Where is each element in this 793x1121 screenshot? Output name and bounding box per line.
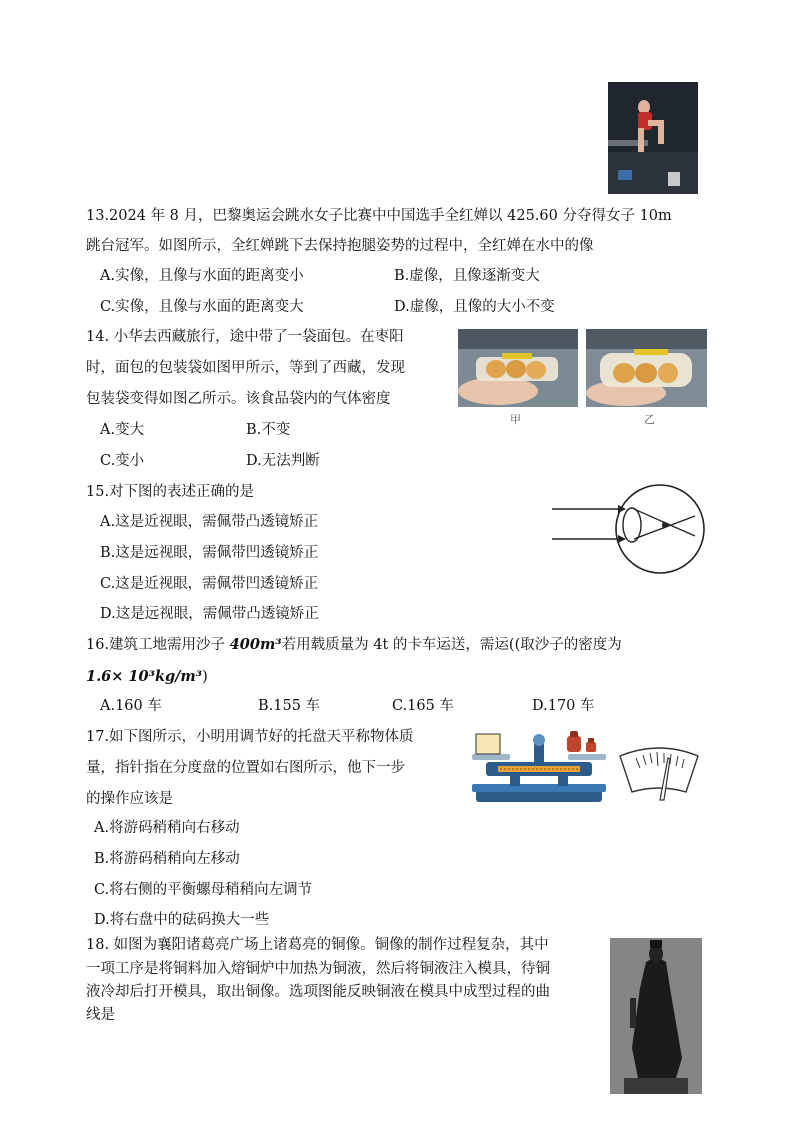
q18-line2: 一项工序是将铜料加入熔铜炉中加热为铜液，然后将铜液注入模具，待铜: [86, 961, 550, 977]
q13-option-d: D.虚像，且像的大小不变: [394, 299, 555, 315]
bread-bag-photo-yi: [586, 329, 707, 407]
q17-option-c: C.将右侧的平衡螺母稍稍向左调节: [94, 882, 313, 898]
q16-text-pre: 16.建筑工地需用沙子: [86, 637, 230, 653]
q15-option-d: D.这是远视眼，需佩带凸透镜矫正: [100, 606, 319, 622]
q13-option-c: C.实像，且像与水面的距离变大: [100, 299, 304, 315]
q17-line2: 量，指针指在分度盘的位置如右图所示，他下一步: [86, 760, 405, 776]
q14-option-b: B.不变: [246, 422, 291, 438]
caption-yi: 乙: [644, 413, 655, 426]
q17-line1: 17.如下图所示，小明用调节好的托盘天平称物体质: [86, 729, 414, 745]
q13-option-b: B.虚像，且像逐渐变大: [394, 268, 540, 284]
eye-diagram: [550, 480, 710, 578]
q16-close: ): [202, 669, 208, 685]
q16-option-c: C.165 车: [392, 698, 454, 714]
q16-option-b: B.155 车: [258, 698, 321, 714]
q16-option-a: A.160 车: [100, 698, 162, 714]
q15-line1: 15.对下图的表述正确的是: [86, 484, 255, 500]
caption-jia: 甲: [510, 413, 521, 426]
q18-line3: 液冷却后打开模具，取出铜像。选项图能反映铜液在模具中成型过程的曲: [86, 984, 550, 1000]
q18-line4: 线是: [86, 1007, 115, 1023]
diving-photo: [608, 82, 698, 194]
q16-volume: 400m³: [229, 636, 282, 653]
q16-line1: [86, 635, 622, 655]
q14-line3: 包装袋变得如图乙所示。该食品袋内的气体密度: [86, 391, 391, 407]
q17-option-b: B.将游码稍稍向左移动: [94, 851, 240, 867]
q14-option-d: D.无法判断: [246, 453, 320, 469]
bronze-statue-photo: [610, 938, 702, 1094]
q15-option-b: B.这是远视眼，需佩带凹透镜矫正: [100, 545, 319, 561]
q18-line1: 18. 如图为襄阳诸葛亮广场上诸葛亮的铜像。铜像的制作过程复杂，其中: [86, 937, 549, 953]
q16-text-post: 若用载质量为 4t 的卡车运送，需运((取沙子的密度为: [281, 637, 622, 653]
bread-bag-photo-jia: [458, 329, 578, 407]
pointer-scale-dial: [616, 738, 702, 804]
q15-option-c: C.这是近视眼，需佩带凹透镜矫正: [100, 576, 319, 592]
q14-line1: 14. 小华去西藏旅行，途中带了一袋面包。在枣阳: [86, 329, 404, 345]
balance-scale: [468, 728, 610, 806]
q16-line2: [86, 667, 208, 687]
q14-option-c: C.变小: [100, 453, 145, 469]
q17-option-d: D.将右盘中的砝码换大一些: [94, 912, 270, 928]
q16-option-d: D.170 车: [532, 698, 595, 714]
q17-option-a: A.将游码稍稍向右移动: [94, 820, 240, 836]
q14-line2: 时，面包的包装袋如图甲所示，等到了西藏，发现: [86, 360, 405, 376]
q16-density: 1.6× 10³kg/m³: [86, 668, 203, 685]
q14-option-a: A.变大: [100, 422, 145, 438]
q13-option-a: A.实像，且像与水面的距离变小: [100, 268, 304, 284]
q17-line3: 的操作应该是: [86, 791, 173, 807]
q13-line2: 跳台冠军。如图所示，全红婵跳下去保持抱腿姿势的过程中，全红婵在水中的像: [86, 238, 594, 254]
q13-line1: 13.2024 年 8 月，巴黎奥运会跳水女子比赛中中国选手全红婵以 425.60 分夺得女子 10m: [86, 208, 672, 224]
q15-option-a: A.这是近视眼，需佩带凸透镜矫正: [100, 514, 319, 530]
